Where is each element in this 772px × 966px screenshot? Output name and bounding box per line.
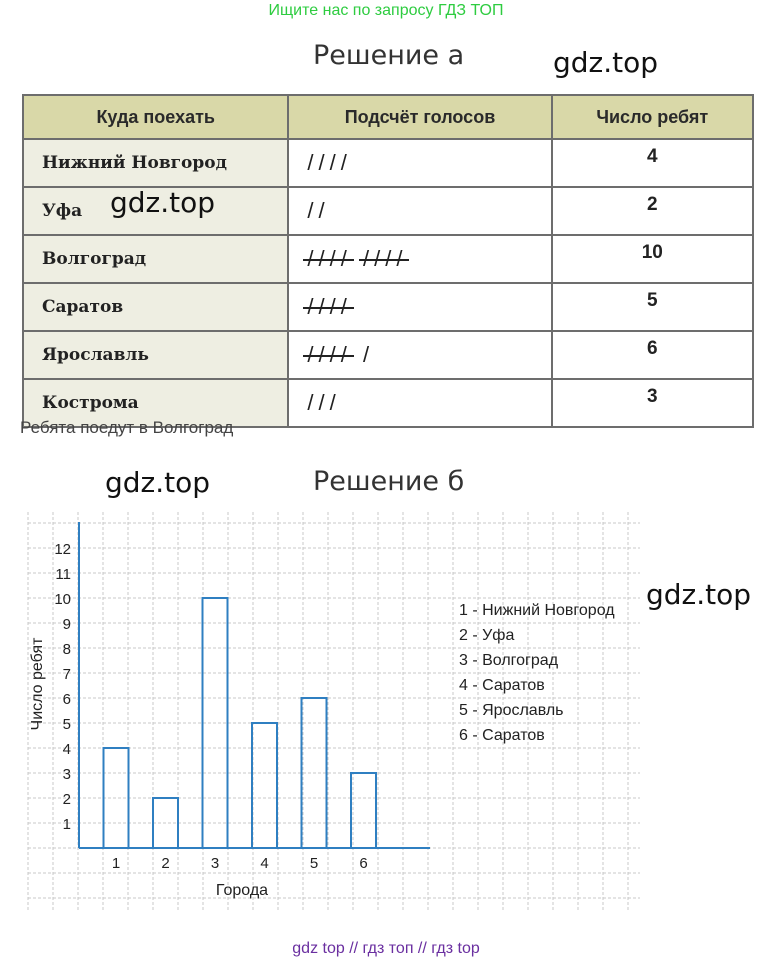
bar [351,773,376,848]
conclusion-text: Ребята поедут в Волгоград [20,418,234,437]
legend-item: 6 - Саратов [459,727,545,744]
section-b-title: Решение б [313,466,465,497]
tally-marks: /// [288,379,551,427]
count-cell: 10 [552,235,753,283]
legend-item: 5 - Ярославль [459,702,564,719]
header-destination: Куда поехать [23,95,288,139]
city-cell: Уфа [23,187,288,235]
legend-item: 2 - Уфа [459,627,515,644]
watermark: gdz.top [110,186,216,219]
legend-item: 3 - Волгоград [459,652,559,669]
x-tick-label: 3 [210,855,220,872]
x-tick-label: 2 [161,855,170,872]
city-cell: Волгоград [23,235,288,283]
x-tick-label: 1 [111,855,121,872]
count-cell: 4 [552,139,753,187]
bar [252,723,277,848]
y-axis-label: Число ребят [29,637,46,731]
y-tick-label: 12 [54,541,71,558]
city-cell: Саратов [23,283,288,331]
legend-item: 1 - Нижний Новгород [459,602,615,619]
y-tick-label: 2 [62,791,71,808]
count-cell: 6 [552,331,753,379]
city-cell: Кострома [23,379,288,427]
y-tick-label: 9 [62,616,71,633]
count-cell: 2 [552,187,753,235]
y-tick-label: 4 [62,741,71,758]
city-cell: Нижний Новгород [23,139,288,187]
city-cell: Ярославль [23,331,288,379]
y-tick-label: 7 [62,666,71,683]
count-cell: 5 [552,283,753,331]
top-banner: Ищите нас по запросу ГДЗ ТОП [268,2,504,19]
tally-marks: //// [288,283,551,331]
tally-marks: // [288,187,551,235]
x-tick-label: 5 [309,855,319,872]
x-tick-label: 6 [359,855,368,872]
header-tally: Подсчёт голосов [288,95,551,139]
y-tick-label: 3 [62,766,71,783]
y-tick-label: 8 [62,641,71,658]
y-tick-label: 6 [62,691,71,708]
chart-legend [459,598,615,748]
tally-marks: //// //// [288,235,551,283]
watermark: gdz.top [105,466,211,499]
header-count: Число ребят [552,95,753,139]
section-a-title: Решение а [313,40,465,71]
y-tick-label: 5 [62,716,71,733]
legend-item: 4 - Саратов [459,677,545,694]
tally-marks: //// [288,139,551,187]
x-tick-label: 4 [260,855,269,872]
y-tick-label: 11 [55,566,71,583]
watermark: gdz.top [553,46,659,79]
tally-marks: //// / [288,331,551,379]
y-tick-label: 1 [62,816,71,833]
x-axis-label: Города [215,882,269,899]
y-tick-label: 10 [54,591,71,608]
watermark: gdz.top [646,578,752,611]
footer-text: gdz top // гдз топ // гдз top [292,940,480,957]
count-cell: 3 [552,379,753,427]
